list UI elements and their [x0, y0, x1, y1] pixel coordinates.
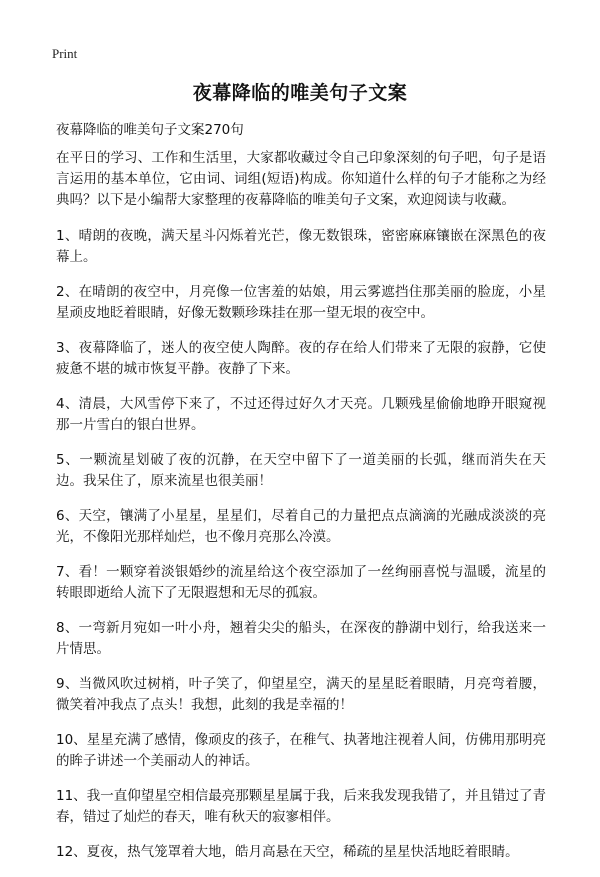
- sentence-item-3: 3、夜幕降临了，迷人的夜空使人陶醉。夜的存在给人们带来了无限的寂静，它使疲惫不堪的城市恢复平静。夜静了下来。: [56, 340, 546, 377]
- article-body: [56, 148, 546, 877]
- print-link[interactable]: Print: [52, 46, 78, 61]
- sentence-item-1: 1、晴朗的夜晚，满天星斗闪烁着光芒，像无数银珠，密密麻麻镶嵌在深黑色的夜幕上。: [56, 228, 546, 265]
- sentence-item-10: 10、星星充满了感情，像顽皮的孩子，在稚气、执著地注视着人间，仿佛用那明亮的眸子讲述一个美丽动人的神话。: [56, 732, 546, 769]
- page-title: 夜幕降临的唯美句子文案: [192, 82, 408, 104]
- sentence-item-2: 2、在晴朗的夜空中，月亮像一位害羞的姑娘，用云雾遮挡住那美丽的脸庞，小星星顽皮地眨着眼睛，好像无数颗珍珠挂在那一望无垠的夜空中。: [56, 284, 546, 321]
- intro-paragraph: 在平日的学习、工作和生活里，大家都收藏过令自己印象深刻的句子吧，句子是语言运用的基本单位，它由词、词组(短语)构成。你知道什么样的句子才能称之为经典吗？以下是小编帮大家整理的夜幕降临的唯美句子文案，欢迎阅读与收藏。: [56, 150, 546, 208]
- sentence-item-11: 11、我一直仰望星空相信最亮那颗星星属于我，后来我发现我错了，并且错过了青春，错过了灿烂的春天，唯有秋天的寂寥相伴。: [56, 788, 546, 825]
- sentence-item-7: 7、看！一颗穿着淡银婚纱的流星给这个夜空添加了一丝绚丽喜悦与温暖，流星的转眼即逝给人流下了无限遐想和无尽的孤寂。: [56, 564, 546, 601]
- page-subtitle: 夜幕降临的唯美句子文案270句: [56, 122, 244, 138]
- sentence-item-8: 8、一弯新月宛如一叶小舟，翘着尖尖的船头，在深夜的静湖中划行，给我送来一片情思。: [56, 620, 546, 657]
- sentence-item-9: 9、当微风吹过树梢，叶子笑了，仰望星空，满天的星星眨着眼睛，月亮弯着腰，微笑着冲我点了点头！我想，此刻的我是幸福的！: [56, 676, 546, 713]
- sentence-item-6: 6、天空，镶满了小星星，星星们，尽着自己的力量把点点滴滴的光融成淡淡的亮光，不像阳光那样灿烂，也不像月亮那么冷漠。: [56, 508, 546, 545]
- sentence-item-5: 5、一颗流星划破了夜的沉静，在天空中留下了一道美丽的长弧，继而消失在天边。我呆住了，原来流星也很美丽！: [56, 452, 546, 489]
- sentence-item-4: 4、清晨，大风雪停下来了，不过还得过好久才天亮。几颗残星偷偷地睁开眼窥视那一片雪白的银白世界。: [56, 396, 546, 433]
- sentence-item-12: 12、夏夜，热气笼罩着大地，皓月高悬在天空，稀疏的星星快活地眨着眼睛。: [56, 844, 519, 860]
